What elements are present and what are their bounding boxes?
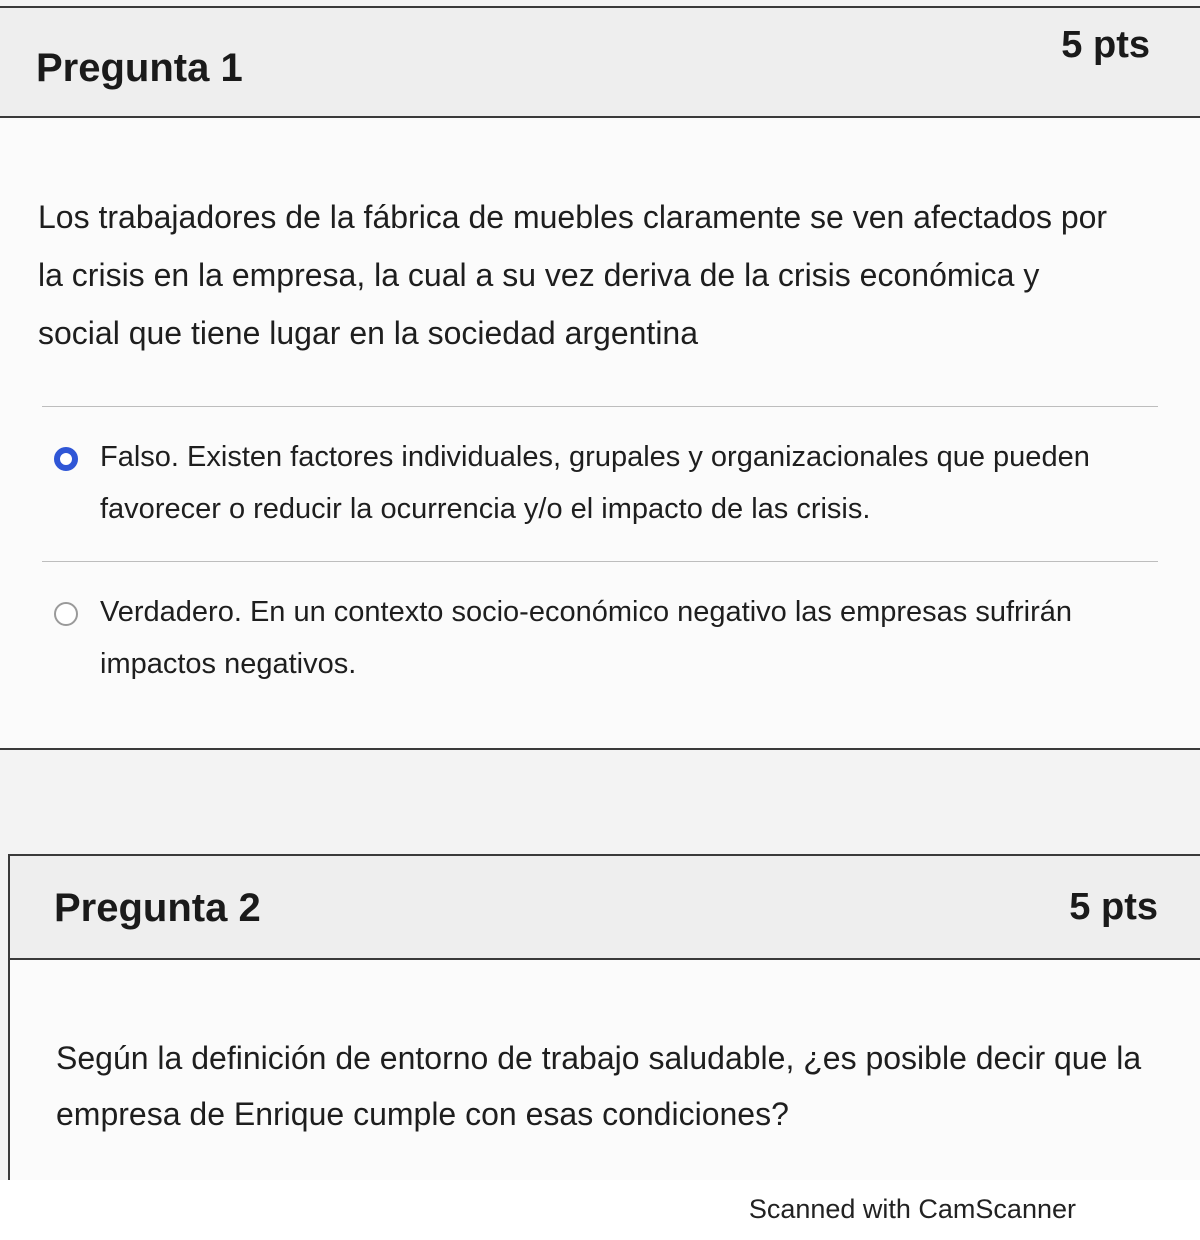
question-title: Pregunta 2 [54,886,261,930]
question-header [0,8,1200,118]
answer-option-falso[interactable] [42,406,1158,561]
question-points: 5 pts [1061,24,1150,66]
question-card-1 [0,6,1200,750]
answer-label: Falso. Existen factores individuales, grupales y organizacionales que pueden favorecer o reducir la ocurrencia y/o el impacto de las crisis. [100,441,1090,525]
radio-unselected-icon[interactable] [54,602,78,626]
scanned-watermark: Scanned with CamScanner [748,1194,1076,1224]
question-title: Pregunta 1 [36,46,243,90]
question-header [10,856,1200,960]
question-card-2 [8,854,1200,1194]
question-text: Los trabajadores de la fábrica de muebles claramente se ven afectados por la crisis en la empresa, la cual a su vez deriva de la crisis económica y social que tiene lugar en la sociedad argentina [38,199,1108,351]
answer-option-verdadero[interactable] [42,561,1158,716]
question-text: Según la definición de entorno de trabajo saludable, ¿es posible decir que la empresa de Enrique cumple con esas condiciones? [56,1040,1142,1132]
answer-label: Verdadero. En un contexto socio-económico negativo las empresas sufrirán impactos negativos. [100,596,1073,680]
scan-footer [0,1180,1200,1240]
answer-list [42,406,1158,716]
question-points: 5 pts [1069,886,1158,928]
radio-selected-icon[interactable] [54,447,78,471]
